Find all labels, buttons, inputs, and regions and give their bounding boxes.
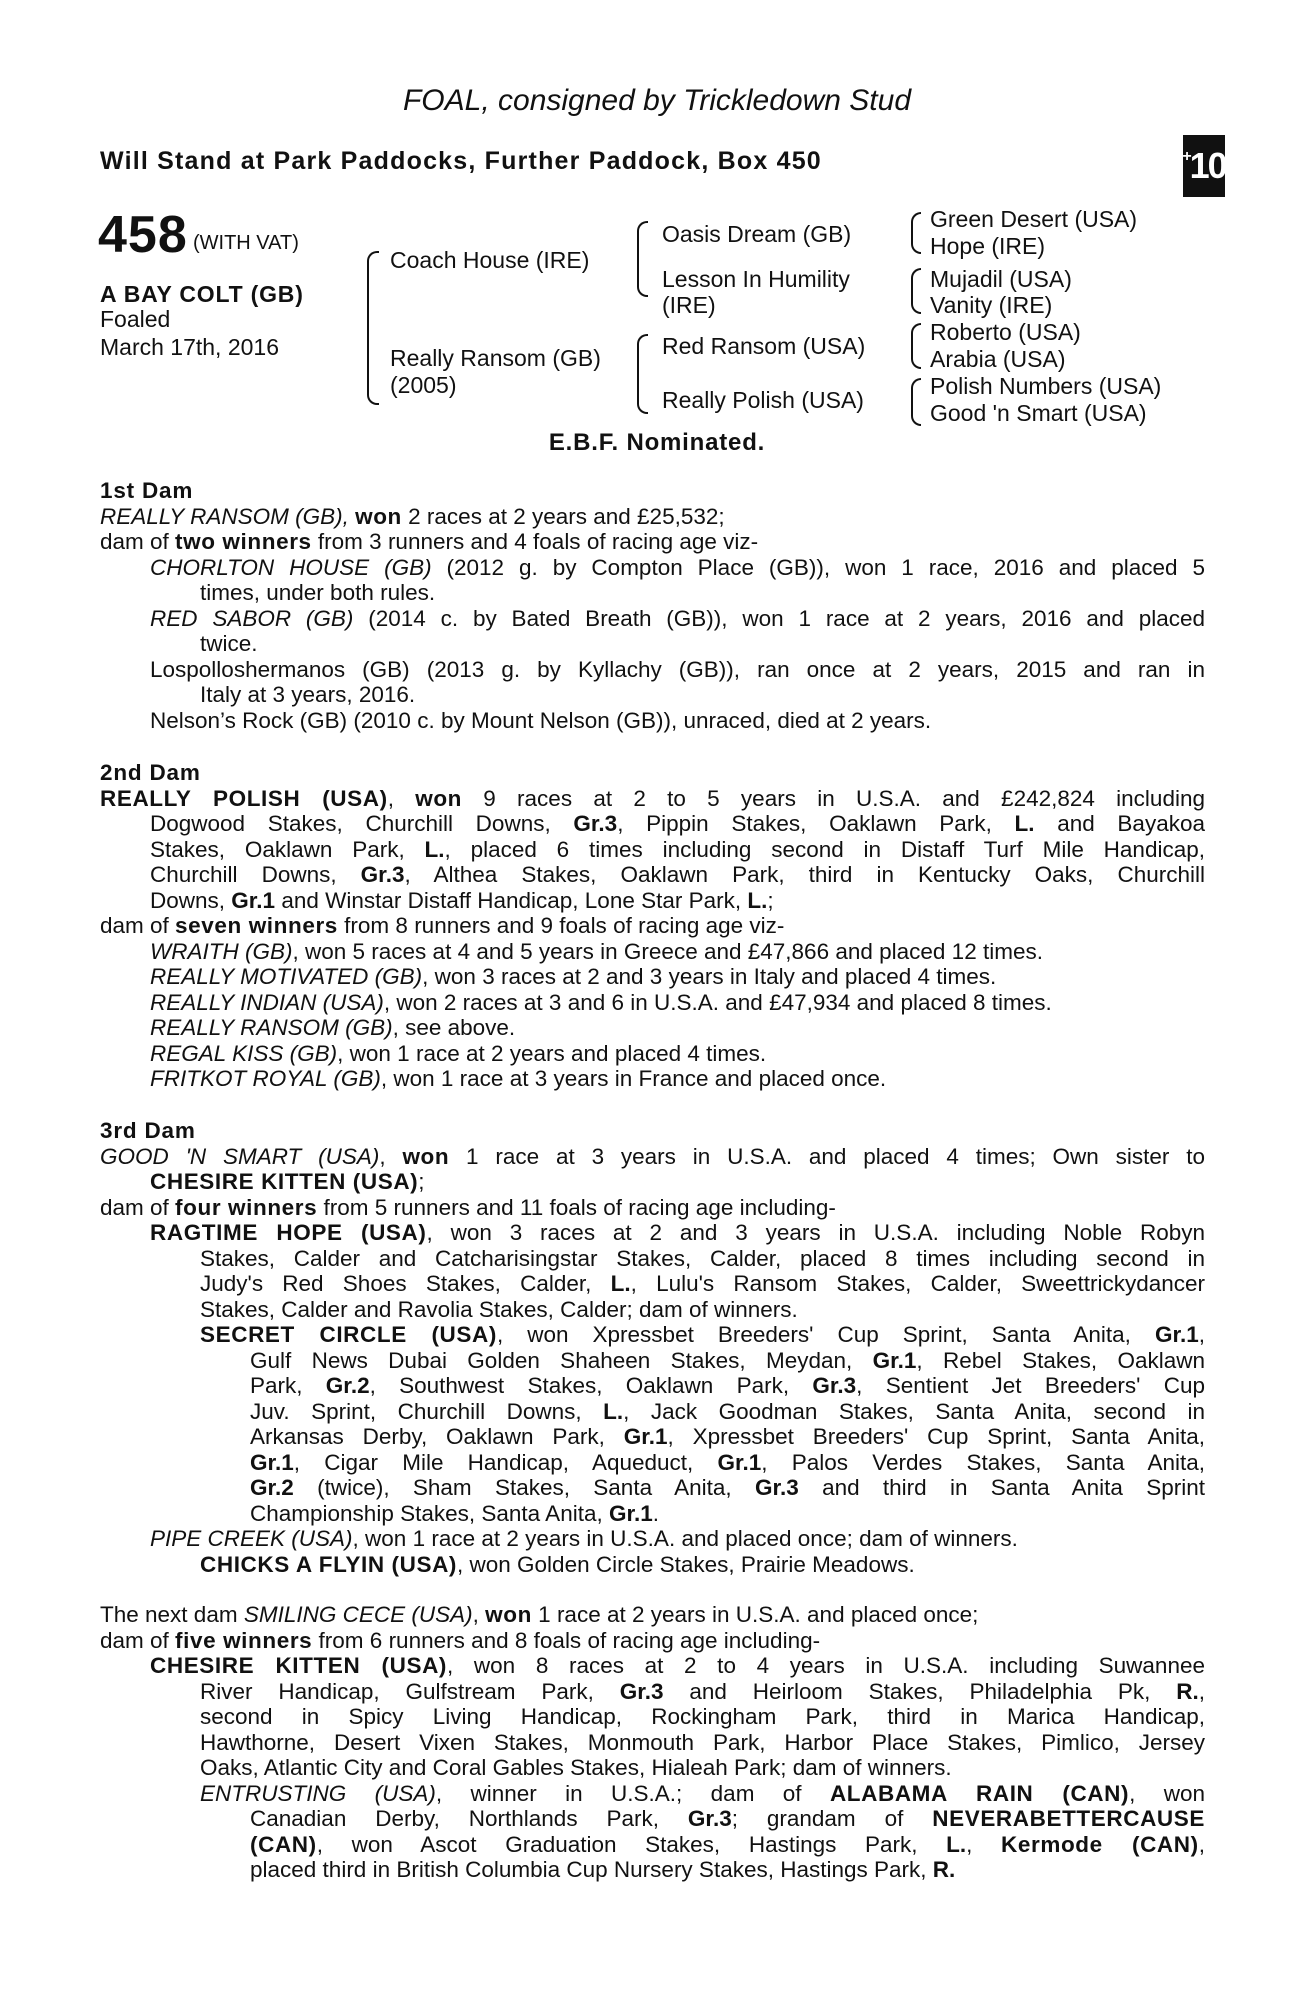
pedigree-dam-dam: Really Polish (USA) <box>662 387 864 413</box>
text: , <box>379 1143 403 1169</box>
horse-name: SECRET CIRCLE (USA) <box>200 1322 497 1347</box>
text: , won Ascot Graduation Stakes, Hastings Park, <box>316 1831 947 1857</box>
horse-name: (CAN) <box>250 1831 317 1857</box>
grade: Gr.2 <box>250 1475 294 1500</box>
text: . <box>652 1500 660 1526</box>
grade: L. <box>424 836 445 862</box>
text: , <box>472 1602 486 1627</box>
text: and Bayakoa <box>1034 811 1205 836</box>
dam-name: GOOD 'N SMART (USA) <box>100 1143 380 1169</box>
text: 1 race at 3 years in U.S.A. and placed 4 times; Own sister to <box>449 1143 1205 1169</box>
text: The next dam <box>100 1602 244 1627</box>
second-dam-line <box>100 862 1205 888</box>
third-dam-line <box>100 1220 1205 1246</box>
third-dam-line <box>100 1373 1205 1399</box>
pedigree-dds: Polish Numbers (USA) <box>930 373 1162 399</box>
text: , placed 6 times including second in Distaff Turf Mile Handicap, <box>444 836 1205 862</box>
third-dam-line <box>100 1450 1205 1476</box>
next-dam-line <box>100 1679 1205 1705</box>
text: Stakes, Oaklawn Park, <box>150 836 425 862</box>
text: Dogwood Stakes, Churchill Downs, <box>150 811 574 836</box>
text: , won Golden Circle Stakes, Prairie Meadows. <box>457 1551 915 1577</box>
grade: Gr.3 <box>687 1806 732 1831</box>
first-dam-line: times, under both rules. <box>200 580 436 605</box>
text: , see above. <box>392 1015 516 1040</box>
horse-name: ALABAMA RAIN (CAN) <box>829 1780 1130 1806</box>
text: from 6 runners and 8 foals of racing age including- <box>312 1627 821 1653</box>
second-dam-line <box>100 913 1205 939</box>
grade: R. <box>1176 1678 1199 1704</box>
grade: Gr.3 <box>573 811 618 836</box>
second-dam-heading: 2nd Dam <box>100 760 201 785</box>
text: Churchill Downs, <box>150 862 361 887</box>
grade: L. <box>610 1271 631 1296</box>
pedigree-ssd: Hope (IRE) <box>930 233 1046 259</box>
grade: L. <box>603 1398 624 1424</box>
first-dam-line <box>100 529 1205 555</box>
lot-number: 458 <box>98 206 188 264</box>
text: , Palos Verdes Stakes, Santa Anita, <box>761 1449 1205 1475</box>
text: and Heirloom Stakes, Philadelphia Pk, <box>663 1678 1177 1704</box>
text: dam of <box>100 1627 176 1653</box>
horse-name: ENTRUSTING (USA) <box>200 1780 436 1806</box>
text: Park, <box>250 1373 326 1398</box>
winners-count: four winners <box>175 1194 318 1220</box>
pedigree-sss: Green Desert (USA) <box>930 206 1138 232</box>
pedigree-dam-year: (2005) <box>390 372 457 398</box>
third-dam-line <box>100 1399 1205 1425</box>
grade: Gr.3 <box>619 1678 664 1704</box>
pedigree-sire-sire: Oasis Dream (GB) <box>662 221 852 247</box>
pedigree-brace-sd <box>911 268 921 314</box>
text: , <box>1198 1322 1205 1347</box>
first-dam-heading: 1st Dam <box>100 478 194 503</box>
badge-plus: + <box>1182 148 1190 165</box>
text: Downs, <box>150 887 232 913</box>
grade: Gr.1 <box>872 1347 917 1373</box>
text: , Lulu's Ransom Stakes, Calder, Sweettrickydancer <box>630 1271 1206 1296</box>
foaled-label: Foaled <box>100 306 171 332</box>
winners-count: two winners <box>175 529 312 554</box>
text: from 8 runners and 9 foals of racing age viz- <box>337 913 785 938</box>
text: , won 2 races at 3 and 6 in U.S.A. and £47,934 and placed 8 times. <box>383 989 1052 1015</box>
dam-name: SMILING CECE (USA) <box>243 1602 473 1627</box>
pedigree-dsd: Arabia (USA) <box>930 346 1066 372</box>
text: , <box>387 785 416 811</box>
grade: R. <box>932 1857 956 1882</box>
won-label: won <box>485 1602 532 1627</box>
third-dam-line <box>100 1501 1205 1527</box>
text: ; <box>767 887 774 913</box>
next-dam-line: second in Spicy Living Handicap, Rockingham Park, third in Marica Handicap, <box>200 1704 1205 1729</box>
first-dam-line: Nelson’s Rock (GB) (2010 c. by Mount Nelson (GB)), unraced, died at 2 years. <box>150 707 932 733</box>
third-dam-heading: 3rd Dam <box>100 1118 196 1143</box>
text: , won Xpressbet Breeders' Cup Sprint, Santa Anita, <box>496 1322 1155 1347</box>
third-dam-line <box>100 1144 1205 1170</box>
won-label: won <box>415 785 463 811</box>
text: , Cigar Mile Handicap, Aqueduct, <box>293 1449 718 1475</box>
grade: Gr.1 <box>623 1424 668 1449</box>
pedigree-sire-dam: Lesson In Humility <box>662 266 850 292</box>
grade: Gr.3 <box>812 1373 857 1398</box>
grade: Gr.1 <box>250 1449 294 1475</box>
text: Arkansas Derby, Oaklawn Park, <box>250 1424 624 1449</box>
pedigree-ddd: Good 'n Smart (USA) <box>930 400 1147 426</box>
text: Judy's Red Shoes Stakes, Calder, <box>200 1271 611 1296</box>
text: (2014 c. by Bated Breath (GB)), won 1 race at 2 years, 2016 and placed <box>353 605 1205 631</box>
pedigree-sdd: Vanity (IRE) <box>930 292 1053 318</box>
text: , won 1 race at 2 years in U.S.A. and placed once; dam of winners. <box>352 1526 1018 1551</box>
second-dam-line <box>100 990 1205 1016</box>
pedigree-brace-sire <box>637 221 648 297</box>
text: , Southwest Stakes, Oaklawn Park, <box>369 1373 813 1398</box>
grade: Gr.2 <box>325 1373 370 1398</box>
pedigree-sire-dam-country: (IRE) <box>662 292 716 318</box>
grade: Gr.3 <box>754 1475 799 1500</box>
grade: L. <box>747 887 768 913</box>
dam-name: REALLY RANSOM (GB), <box>100 503 349 529</box>
text: , Althea Stakes, Oaklawn Park, third in Kentucky Oaks, Churchill <box>404 862 1205 887</box>
text: from 3 runners and 4 foals of racing age viz- <box>311 529 759 554</box>
grade: L. <box>1014 811 1035 836</box>
next-dam-line: Oaks, Atlantic City and Coral Gables Stakes, Hialeah Park; dam of winners. <box>200 1755 952 1780</box>
horse-name: REALLY MOTIVATED (GB) <box>150 964 423 989</box>
text: , <box>1198 1831 1205 1857</box>
text: ; <box>418 1169 425 1194</box>
next-dam-line <box>100 1628 1205 1654</box>
pedigree-sire: Coach House (IRE) <box>390 247 590 273</box>
next-dam-line: Hawthorne, Desert Vixen Stakes, Monmouth Park, Harbor Place Stakes, Pimlico, Jersey <box>200 1729 1205 1755</box>
text: , won 1 race at 3 years in France and placed once. <box>380 1066 887 1091</box>
second-dam-line <box>100 964 1205 990</box>
first-dam-line <box>100 555 1205 581</box>
foaled-date: March 17th, 2016 <box>100 334 280 360</box>
pedigree-brace-dam <box>637 334 648 414</box>
text: ; grandam of <box>731 1806 933 1831</box>
grade: Gr.1 <box>717 1449 762 1475</box>
first-dam-section <box>100 478 1205 733</box>
second-dam-line <box>100 939 1205 965</box>
horse-name: WRAITH (GB) <box>150 938 293 964</box>
text: , won 3 races at 2 and 3 years in U.S.A. including Noble Robyn <box>426 1220 1205 1245</box>
text: dam of <box>100 1194 176 1220</box>
third-dam-line <box>100 1169 1205 1195</box>
horse-name: CHORLTON HOUSE (GB) <box>150 554 432 580</box>
text: , won <box>1129 1780 1206 1806</box>
dam-name: REALLY POLISH (USA) <box>100 785 388 811</box>
grade: Gr.1 <box>1154 1322 1199 1347</box>
pedigree-brace-main <box>367 251 379 405</box>
pedigree-dss: Roberto (USA) <box>930 319 1081 345</box>
text: placed third in British Columbia Cup Nursery Stakes, Hastings Park, <box>250 1857 933 1882</box>
text: , Sentient Jet Breeders' Cup <box>856 1373 1205 1398</box>
horse-name: REALLY INDIAN (USA) <box>150 989 384 1015</box>
pedigree-brace-ds <box>911 323 921 369</box>
text: and Winstar Distaff Handicap, Lone Star Park, <box>275 887 748 913</box>
first-dam-line: twice. <box>200 631 258 656</box>
badge-number: 10 <box>1189 145 1226 186</box>
horse-name: CHESIRE KITTEN (USA) <box>150 1169 419 1194</box>
text: dam of <box>100 529 176 554</box>
text: and third in Santa Anita Sprint <box>798 1475 1205 1500</box>
second-dam-line <box>100 1066 1205 1092</box>
won-label: won <box>402 1143 450 1169</box>
second-dam-section <box>100 760 1205 1092</box>
second-dam-line <box>100 888 1205 914</box>
lot-badge <box>1183 135 1225 197</box>
text: Gulf News Dubai Golden Shaheen Stakes, Meydan, <box>250 1347 873 1373</box>
second-dam-line <box>100 786 1205 812</box>
second-dam-line <box>100 1015 1205 1041</box>
third-dam-line <box>100 1552 1205 1578</box>
first-dam-line <box>100 504 1205 530</box>
text: 2 races at 2 years and £25,532; <box>401 503 725 529</box>
grade: Gr.3 <box>360 862 405 887</box>
text: , Rebel Stakes, Oaklawn <box>916 1347 1205 1373</box>
vat-note: (WITH VAT) <box>193 232 299 254</box>
third-dam-line <box>100 1424 1205 1450</box>
horse-name: Kermode (CAN) <box>1001 1831 1199 1857</box>
third-dam-line: Stakes, Calder and Catcharisingstar Stakes, Calder, placed 8 times including second in <box>200 1245 1205 1271</box>
ebf-note: E.B.F. Nominated. <box>548 429 766 456</box>
text: , winner in U.S.A.; dam of <box>435 1780 830 1806</box>
third-dam-line: Stakes, Calder and Ravolia Stakes, Calder; dam of winners. <box>200 1296 798 1322</box>
second-dam-line <box>100 1041 1205 1067</box>
third-dam-section <box>100 1118 1205 1577</box>
next-dam-line <box>100 1602 1205 1628</box>
pedigree-brace-ss <box>911 212 921 254</box>
next-dam-line <box>100 1857 1205 1883</box>
pedigree-dam: Really Ransom (GB) <box>390 345 601 371</box>
second-dam-line <box>100 837 1205 863</box>
third-dam-line <box>100 1195 1205 1221</box>
first-dam-line: Italy at 3 years, 2016. <box>200 682 416 707</box>
won-label: won <box>355 503 402 529</box>
consignor-line: FOAL, consigned by Trickledown Stud <box>402 84 912 117</box>
horse-name: REGAL KISS (GB) <box>150 1040 338 1066</box>
text: Championship Stakes, Santa Anita, <box>250 1500 609 1526</box>
third-dam-line <box>100 1348 1205 1374</box>
third-dam-line <box>100 1475 1205 1501</box>
text: , <box>966 1831 1002 1857</box>
winners-count: five winners <box>175 1627 313 1653</box>
next-dam-line <box>100 1832 1205 1858</box>
second-dam-line <box>100 811 1205 837</box>
text: , <box>1198 1678 1205 1704</box>
text: , Xpressbet Breeders' Cup Sprint, Santa Anita, <box>667 1424 1205 1449</box>
next-dam-line <box>100 1781 1205 1807</box>
first-dam-line: Lospolloshermanos (GB) (2013 g. by Kyllachy (GB)), ran once at 2 years, 2015 and ran in <box>150 656 1205 682</box>
text: 1 race at 2 years in U.S.A. and placed once; <box>531 1602 979 1627</box>
text: from 5 runners and 11 foals of racing age including- <box>317 1194 836 1220</box>
text: Canadian Derby, Northlands Park, <box>250 1806 688 1831</box>
horse-name: CHICKS A FLYIN (USA) <box>200 1551 458 1577</box>
lot-title: A BAY COLT (GB) <box>100 281 304 307</box>
text: , won 5 races at 4 and 5 years in Greece and £47,866 and placed 12 times. <box>292 938 1043 964</box>
text: , won 1 race at 2 years and placed 4 times. <box>337 1040 767 1066</box>
text: , Jack Goodman Stakes, Santa Anita, second in <box>623 1398 1205 1424</box>
text: (2012 g. by Compton Place (GB)), won 1 race, 2016 and placed 5 <box>431 554 1205 580</box>
text: , won 3 races at 2 and 3 years in Italy and placed 4 times. <box>422 964 997 989</box>
horse-name: REALLY RANSOM (GB) <box>150 1015 393 1040</box>
grade: Gr.1 <box>608 1500 653 1526</box>
text: River Handicap, Gulfstream Park, <box>200 1678 620 1704</box>
pedigree-sds: Mujadil (USA) <box>930 266 1072 292</box>
text: 9 races at 2 to 5 years in U.S.A. and £242,824 including <box>462 785 1205 811</box>
stand-location: Will Stand at Park Paddocks, Further Paddock, Box 450 <box>100 147 822 175</box>
text: (twice), Sham Stakes, Santa Anita, <box>293 1475 755 1500</box>
winners-count: seven winners <box>175 913 338 938</box>
third-dam-line <box>100 1322 1205 1348</box>
horse-name: CHESIRE KITTEN (USA) <box>150 1653 448 1678</box>
next-dam-line <box>100 1806 1205 1832</box>
text: dam of <box>100 913 176 938</box>
pedigree-brace-dd <box>911 378 921 426</box>
next-dam-line <box>100 1653 1205 1679</box>
pedigree-dam-sire: Red Ransom (USA) <box>662 333 866 359</box>
horse-name: NEVERABETTERCAUSE <box>932 1806 1205 1831</box>
third-dam-line <box>100 1271 1205 1297</box>
horse-name: FRITKOT ROYAL (GB) <box>150 1066 381 1091</box>
horse-name: RAGTIME HOPE (USA) <box>150 1220 427 1245</box>
next-dam-section <box>100 1602 1205 1883</box>
third-dam-line <box>100 1526 1205 1552</box>
text: Juv. Sprint, Churchill Downs, <box>250 1398 604 1424</box>
first-dam-line <box>100 606 1205 632</box>
text: , won 8 races at 2 to 4 years in U.S.A. including Suwannee <box>447 1653 1205 1678</box>
grade: Gr.1 <box>231 887 276 913</box>
grade: L. <box>946 1831 967 1857</box>
horse-name: RED SABOR (GB) <box>150 605 354 631</box>
text: , Pippin Stakes, Oaklawn Park, <box>617 811 1015 836</box>
horse-name: PIPE CREEK (USA) <box>150 1526 353 1551</box>
